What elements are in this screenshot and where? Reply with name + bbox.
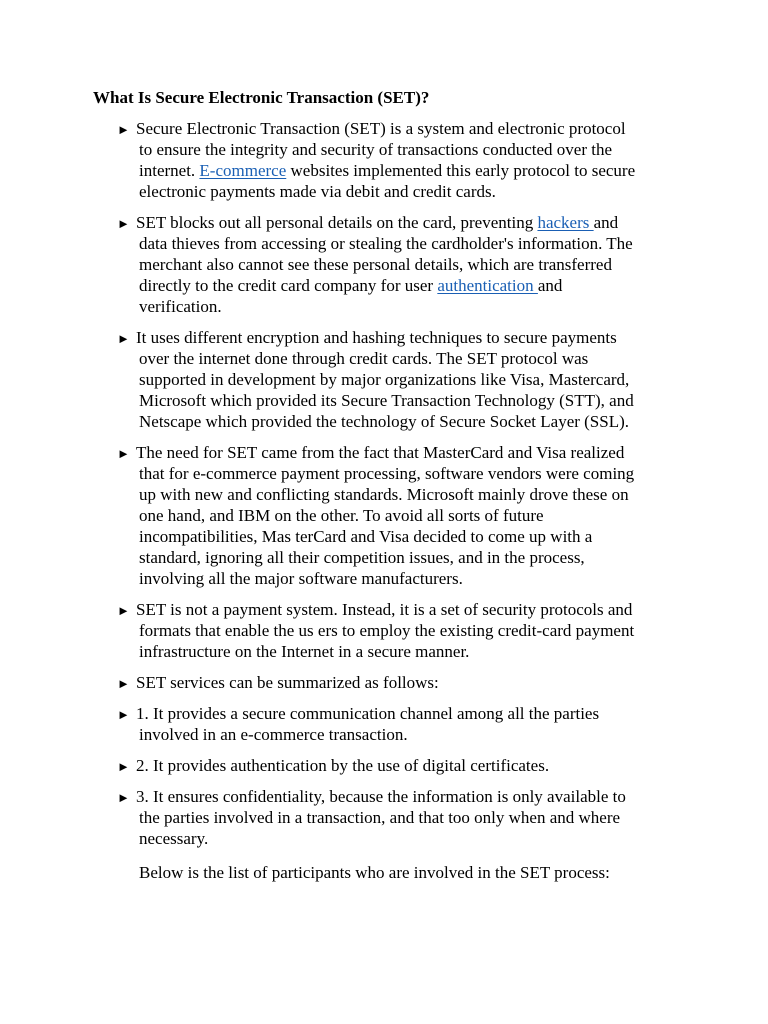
- text-segment: electronic payments made via debit and credit cards.: [139, 182, 496, 201]
- link-hackers[interactable]: hackers: [537, 213, 594, 232]
- closing-sentence: Below is the list of participants who are involved in the SET process:: [139, 863, 610, 882]
- text-line: [117, 327, 677, 348]
- text-line: [117, 505, 677, 526]
- text-line: [117, 139, 677, 160]
- text-line: [117, 463, 677, 484]
- text-line: [117, 641, 677, 662]
- text-segment: the parties involved in a transaction, and that too only when and where: [139, 808, 621, 827]
- text-line: [117, 547, 677, 568]
- text-segment: to ensure the integrity and security of transactions conducted over the: [139, 140, 613, 159]
- text-line: [117, 599, 677, 620]
- list-item: [117, 442, 677, 589]
- text-segment: necessary.: [139, 829, 209, 848]
- bullet-list: [117, 118, 677, 859]
- text-line: [117, 254, 677, 275]
- text-line: [117, 296, 677, 317]
- arrow-bullet-icon: ►: [117, 446, 130, 461]
- text-segment: SET services can be summarized as follows:: [136, 673, 439, 692]
- list-item: [117, 212, 677, 317]
- text-line: [117, 755, 677, 776]
- text-segment: data thieves from accessing or stealing the cardholder's information. The: [139, 234, 633, 253]
- arrow-bullet-icon: ►: [117, 790, 130, 805]
- arrow-bullet-icon: ►: [117, 603, 130, 618]
- text-line: [117, 786, 677, 807]
- text-segment: one hand, and IBM on the other. To avoid all sorts of future: [139, 506, 544, 525]
- list-item: [117, 703, 677, 745]
- text-segment: standard, ignoring all their competition issues, and in the process,: [139, 548, 585, 567]
- arrow-bullet-icon: ►: [117, 216, 130, 231]
- link-authentication[interactable]: authentication: [437, 276, 538, 295]
- text-line: [117, 275, 677, 296]
- list-item: [117, 672, 677, 693]
- text-line: [117, 807, 677, 828]
- text-line: [117, 526, 677, 547]
- page-title: What Is Secure Electronic Transaction (SET)?: [93, 88, 430, 107]
- text-line: [117, 672, 677, 693]
- text-segment: involved in an e-commerce transaction.: [139, 725, 408, 744]
- text-segment: over the internet done through credit cards. The SET protocol was: [139, 349, 589, 368]
- text-line: [117, 724, 677, 745]
- text-line: [117, 568, 677, 589]
- list-item: [117, 786, 677, 849]
- text-segment: up with new and conflicting standards. Microsoft mainly drove these on: [139, 485, 629, 504]
- text-segment: infrastructure on the Internet in a secure manner.: [139, 642, 470, 661]
- arrow-bullet-icon: ►: [117, 676, 130, 691]
- text-line: [117, 411, 677, 432]
- text-segment: The need for SET came from the fact that MasterCard and Visa realized: [136, 443, 625, 462]
- text-line: [117, 160, 677, 181]
- list-item: [117, 599, 677, 662]
- text-segment: formats that enable the us ers to employ the existing credit-card payment: [139, 621, 635, 640]
- text-segment: internet.: [139, 161, 200, 180]
- text-segment: verification.: [139, 297, 222, 316]
- text-segment: Netscape which provided the technology of Secure Socket Layer (SSL).: [139, 412, 630, 431]
- text-line: [117, 703, 677, 724]
- arrow-bullet-icon: ►: [117, 707, 130, 722]
- text-line: [117, 212, 677, 233]
- text-segment: incompatibilities, Mas terCard and Visa decided to come up with a: [139, 527, 593, 546]
- text-segment: 1. It provides a secure communication channel among all the parties: [136, 704, 600, 723]
- arrow-bullet-icon: ►: [117, 331, 130, 346]
- text-segment: merchant also cannot see these personal details, which are transferred: [139, 255, 612, 274]
- text-line: [117, 233, 677, 254]
- text-segment: SET is not a payment system. Instead, it is a set of security protocols and: [136, 600, 633, 619]
- text-segment: It uses different encryption and hashing techniques to secure payments: [136, 328, 617, 347]
- text-segment: directly to the credit card company for user: [139, 276, 438, 295]
- text-line: [117, 442, 677, 463]
- link-e-commerce[interactable]: E-commerce: [199, 161, 287, 180]
- text-line: [117, 484, 677, 505]
- text-line: [117, 181, 677, 202]
- list-item: [117, 755, 677, 776]
- text-segment: that for e-commerce payment processing, software vendors were coming: [139, 464, 635, 483]
- text-segment: SET blocks out all personal details on the card, preventing: [136, 213, 538, 232]
- text-segment: 3. It ensures confidentiality, because the information is only available to: [136, 787, 626, 806]
- text-segment: Microsoft which provided its Secure Transaction Technology (STT), and: [139, 391, 634, 410]
- arrow-bullet-icon: ►: [117, 122, 130, 137]
- text-segment: and: [537, 276, 563, 295]
- arrow-bullet-icon: ►: [117, 759, 130, 774]
- text-segment: 2. It provides authentication by the use of digital certificates.: [136, 756, 550, 775]
- list-item: [117, 327, 677, 432]
- text-line: [117, 390, 677, 411]
- text-segment: websites implemented this early protocol to secure: [286, 161, 636, 180]
- text-segment: and: [593, 213, 619, 232]
- text-line: [117, 118, 677, 139]
- list-item: [117, 118, 677, 202]
- text-line: [117, 369, 677, 390]
- text-segment: involving all the major software manufacturers.: [139, 569, 463, 588]
- text-line: [117, 828, 677, 849]
- text-line: [117, 348, 677, 369]
- text-segment: supported in development by major organizations like Visa, Mastercard,: [139, 370, 630, 389]
- text-segment: Secure Electronic Transaction (SET) is a system and electronic protocol: [136, 119, 626, 138]
- text-line: [117, 620, 677, 641]
